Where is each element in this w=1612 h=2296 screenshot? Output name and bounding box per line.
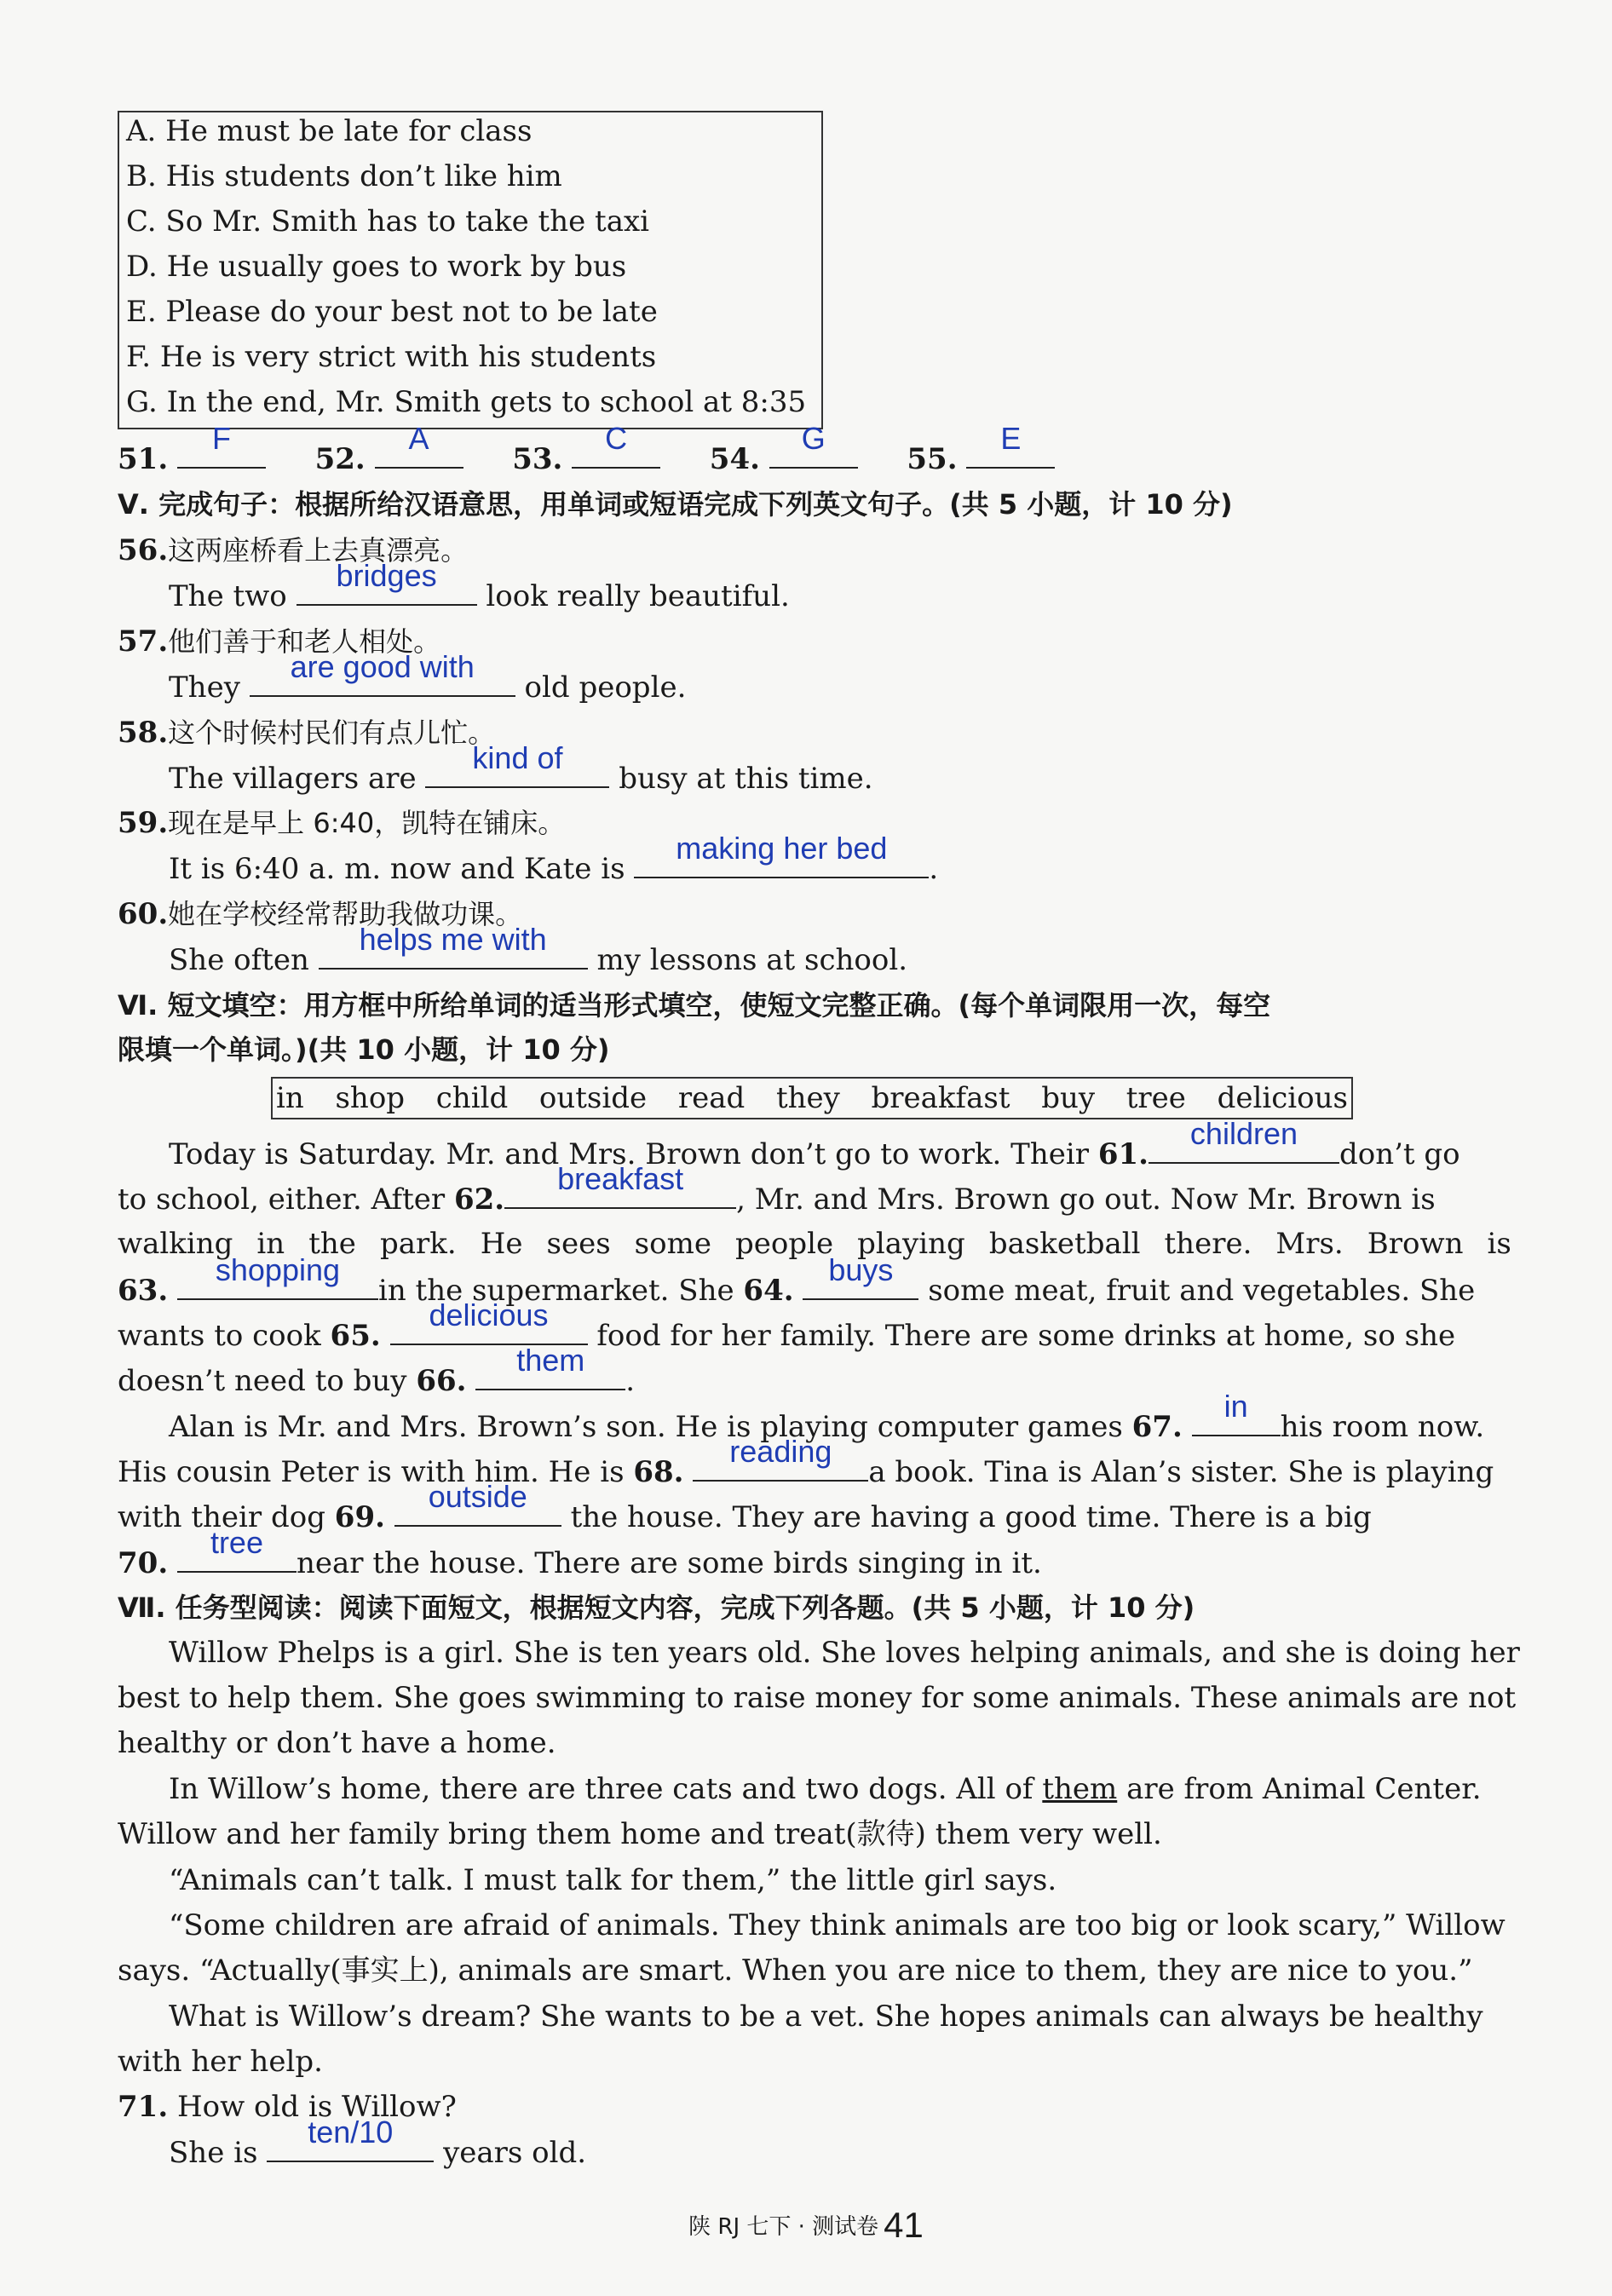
word-bank-box (271, 1077, 1353, 1119)
passage-line-4: 63. shopping in the supermarket. She 64. buys some meat, fruit and vegetables. She (118, 1252, 1476, 1308)
word-bank-item: read (677, 1081, 746, 1115)
q69-answer: outside (428, 1479, 527, 1514)
word-bank-item: tree (1126, 1081, 1186, 1115)
reading-line-2: best to help them. She goes swimming to raise money for some animals. These animals are not (118, 1681, 1517, 1715)
word-bank-item: delicious (1217, 1081, 1348, 1115)
q60-blank (319, 922, 588, 970)
word-bank-item: outside (538, 1081, 648, 1115)
q65-answer: delicious (429, 1298, 549, 1332)
q70-blank (177, 1525, 296, 1573)
passage-line-7: Alan is Mr. and Mrs. Brown’s son. He is playing computer games 67. in his room now. (169, 1389, 1485, 1444)
option-a: A. He must be late for class (126, 114, 533, 148)
q51-answer: F (211, 421, 231, 456)
reading-line-1: Willow Phelps is a girl. She is ten years old. She loves helping animals, and she is doing her (169, 1636, 1520, 1670)
q68-blank (693, 1434, 868, 1482)
q56-chinese: 56.这两座桥看上去真漂亮。 (118, 533, 469, 567)
q55-blank (966, 421, 1055, 469)
q71-question: 71. How old is Willow? (118, 2090, 457, 2124)
passage-line-6: doesn’t need to buy 66. them . (118, 1343, 636, 1398)
q54-answer: G (801, 421, 826, 456)
q62-blank (504, 1161, 736, 1209)
q58-sentence: The villagers are kind of busy at this time. (169, 740, 873, 796)
word-bank-item: buy (1041, 1081, 1096, 1115)
q57-chinese: 57.他们善于和老人相处。 (118, 624, 441, 659)
q59-chinese: 59.现在是早上 6:40，凯特在铺床。 (118, 806, 566, 840)
q64-answer: buys (828, 1252, 894, 1287)
q71-blank (267, 2115, 434, 2162)
reading-line-8: says. “Actually(事实上), animals are smart. When you are nice to them, they are nice to you.” (118, 1954, 1473, 1988)
q61-blank (1149, 1116, 1339, 1164)
q59-blank (634, 831, 929, 878)
q51-number: 51. (118, 442, 169, 476)
page-footer (0, 2205, 1612, 2246)
q63-answer: shopping (215, 1252, 341, 1287)
q62-answer: breakfast (557, 1161, 684, 1196)
q57-blank (250, 649, 515, 697)
q52-blank (375, 421, 463, 469)
reading-line-5: Willow and her family bring them home and treat(款待) them very well. (118, 1817, 1162, 1851)
q71-answer: ten/10 (308, 2115, 394, 2149)
section-6-title-line1: Ⅵ. 短文填空：用方框中所给单词的适当形式填空，使短文完整正确。(每个单词限用一次，每空 (118, 989, 1271, 1021)
q68-answer: reading (729, 1434, 832, 1469)
q54-number: 54. (709, 442, 760, 476)
q71-sentence: She is ten/10 years old. (169, 2115, 587, 2170)
q63-blank (177, 1252, 378, 1300)
passage-line-5: wants to cook 65. delicious food for her family. There are some drinks at home, so she (118, 1298, 1456, 1353)
q57-answer: are good with (290, 649, 475, 684)
option-c: C. So Mr. Smith has to take the taxi (126, 204, 650, 239)
q66-blank (475, 1343, 625, 1390)
q56-blank (296, 558, 477, 606)
reading-line-6: “Animals can’t talk. I must talk for them,” the little girl says. (169, 1863, 1057, 1897)
reading-line-9: What is Willow’s dream? She wants to be a vet. She hopes animals can always be healthy (169, 2000, 1483, 2034)
option-d: D. He usually goes to work by bus (126, 250, 627, 284)
section-7-title: Ⅶ. 任务型阅读：阅读下面短文，根据短文内容，完成下列各题。(共 5 小题，计 10 分) (118, 1591, 1195, 1624)
q51-blank (177, 421, 266, 469)
passage-line-1: Today is Saturday. Mr. and Mrs. Brown don’t go to work. Their 61. children don’t go (169, 1116, 1460, 1171)
reading-line-3: healthy or don’t have a home. (118, 1726, 556, 1760)
word-bank-item: child (435, 1081, 509, 1115)
q67-answer: in (1223, 1389, 1248, 1424)
passage-line-2: to school, either. After 62. breakfast , Mr. and Mrs. Brown go out. Now Mr. Brown is (118, 1161, 1436, 1217)
option-f: F. He is very strict with his students (126, 340, 657, 374)
footer-label: 陕 RJ 七下 · 测试卷 (688, 2214, 879, 2240)
underlined-word-them: them (1042, 1772, 1118, 1806)
word-bank-item: shop (335, 1081, 406, 1115)
q56-answer: bridges (336, 558, 437, 593)
reading-line-10: with her help. (118, 2045, 323, 2079)
q66-answer: them (516, 1343, 585, 1378)
word-bank-item: in (276, 1081, 304, 1115)
q53-answer: C (605, 421, 628, 456)
q65-blank (390, 1298, 588, 1345)
q61-answer: children (1189, 1116, 1298, 1151)
reading-line-7: “Some children are afraid of animals. They think animals are too big or look scary,” Willow (169, 1908, 1505, 1942)
passage-line-10: 70. tree near the house. There are some birds singing in it. (118, 1525, 1042, 1580)
option-e: E. Please do your best not to be late (126, 295, 658, 329)
q60-chinese: 60.她在学校经常帮助我做功课。 (118, 897, 523, 931)
q58-answer: kind of (472, 740, 563, 775)
option-b: B. His students don’t like him (126, 159, 562, 193)
q58-blank (425, 740, 609, 788)
page-number: 41 (884, 2205, 924, 2245)
passage-line-9: with their dog 69. outside the house. They are having a good time. There is a big (118, 1479, 1372, 1534)
q67-blank (1192, 1389, 1281, 1436)
word-bank-item: they (775, 1081, 840, 1115)
section-5-title: Ⅴ. 完成句子：根据所给汉语意思，用单词或短语完成下列英文句子。(共 5 小题，计 10 分) (118, 488, 1233, 521)
q55-number: 55. (907, 442, 958, 476)
q53-blank (572, 421, 660, 469)
q52-answer: A (408, 421, 429, 456)
reading-line-4: In Willow’s home, there are three cats and two dogs. All of them are from Animal Center. (169, 1772, 1482, 1806)
q56-sentence: The two bridges look really beautiful. (169, 558, 790, 613)
q59-answer: making her bed (676, 831, 888, 866)
q60-answer: helps me with (359, 922, 547, 957)
passage-line-8: His cousin Peter is with him. He is 68. reading a book. Tina is Alan’s sister. She is playing (118, 1434, 1494, 1489)
q58-chinese: 58.这个时候村民们有点儿忙。 (118, 716, 496, 750)
q57-sentence: They are good with old people. (169, 649, 687, 705)
q64-blank (803, 1252, 918, 1300)
word-bank-item: breakfast (871, 1081, 1010, 1115)
q53-number: 53. (512, 442, 563, 476)
q54-blank (769, 421, 858, 469)
answers-51-55 (118, 421, 1055, 476)
q69-blank (394, 1479, 561, 1527)
q55-answer: E (1000, 421, 1022, 456)
passage-line-3: walking in the park. He sees some people playing basketball there. Mrs. Brown is (118, 1227, 1511, 1261)
q52-number: 52. (314, 442, 366, 476)
section-6-title-line2: 限填一个单词。)(共 10 小题，计 10 分) (118, 1033, 610, 1066)
q60-sentence: She often helps me with my lessons at school. (169, 922, 908, 977)
q59-sentence: It is 6:40 a. m. now and Kate is making her bed . (169, 831, 939, 886)
option-g: G. In the end, Mr. Smith gets to school at 8:35 (126, 385, 807, 419)
q70-answer: tree (210, 1525, 263, 1560)
